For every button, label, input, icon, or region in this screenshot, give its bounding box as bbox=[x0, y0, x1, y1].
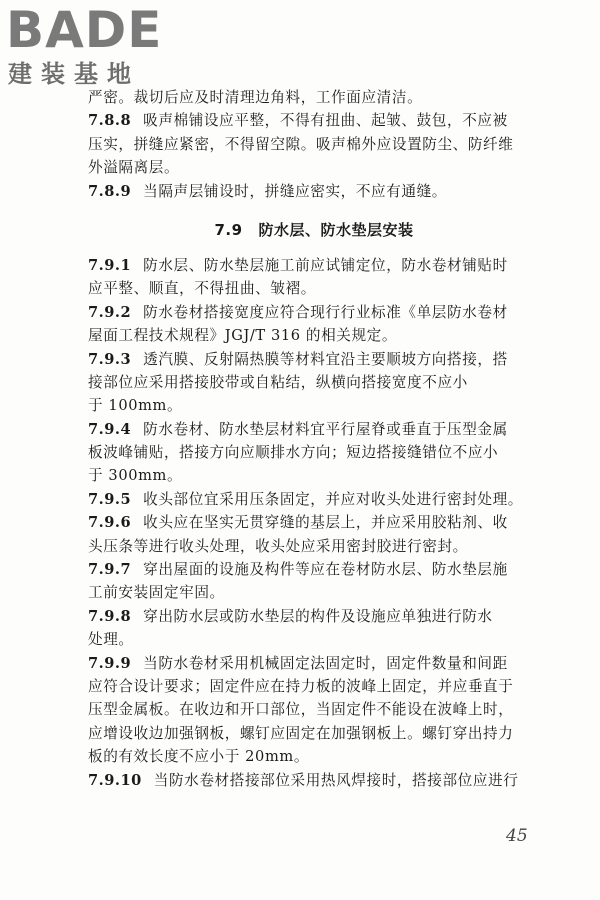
text-line bbox=[88, 133, 540, 156]
text-line bbox=[88, 441, 540, 464]
clause-line bbox=[88, 301, 540, 324]
text-line bbox=[88, 745, 540, 768]
clause-text: 应增设收边加强钢板，螺钉应固定在加强钢板上。螺钉穿出持力 bbox=[88, 724, 514, 742]
clause-text: 工前安装固定牢固。 bbox=[88, 584, 225, 602]
clause-text: 严密。裁切后应及时清理边角料，工作面应清洁。 bbox=[88, 89, 423, 106]
document-body bbox=[88, 86, 540, 792]
clause-line bbox=[88, 418, 540, 441]
clause-text: 外溢隔离层。 bbox=[88, 159, 180, 177]
clause-number: 7.9.6 bbox=[88, 514, 132, 532]
text-line bbox=[88, 722, 540, 745]
clause-number: 7.9.7 bbox=[88, 561, 132, 579]
clause-text: 于 100mm。 bbox=[88, 397, 183, 415]
clause-line bbox=[88, 488, 540, 511]
text-line bbox=[88, 394, 540, 417]
clause-text: 吸声棉铺设应平整，不得有扭曲、起皱、鼓包，不应被 bbox=[143, 112, 508, 130]
clause-number: 7.9.2 bbox=[88, 303, 132, 321]
text-line bbox=[88, 277, 540, 300]
section-title: 防水层、防水垫层安装 bbox=[258, 220, 414, 239]
clause-text: 当防水卷材采用机械固定法固定时，固定件数量和间距 bbox=[143, 654, 508, 672]
text-line bbox=[88, 324, 540, 347]
clause-text: 收头应在坚实无贯穿缝的基层上，并应采用胶粘剂、收 bbox=[143, 514, 508, 532]
clause-text: 应平整、顺直，不得扭曲、皱褶。 bbox=[88, 280, 316, 298]
clause-text: 应符合设计要求；固定件应在持力板的波峰上固定，并应垂直于 bbox=[88, 677, 514, 695]
clause-text: 于 300mm。 bbox=[88, 467, 183, 485]
section-7-9-clauses bbox=[88, 254, 540, 792]
clause-number: 7.9.8 bbox=[88, 607, 132, 625]
clause-text: 板的有效长度不应小于 20mm。 bbox=[88, 748, 310, 766]
clause-text: 收头部位宜采用压条固定，并应对收头处进行密封处理。 bbox=[143, 490, 523, 508]
clause-text: 屋面工程技术规程》JGJ/T 316 的相关规定。 bbox=[88, 327, 398, 345]
clause-text: 穿出防水层或防水垫层的构件及设施应单独进行防水 bbox=[143, 607, 493, 625]
clause-text: 防水层、防水垫层施工前应试铺定位，防水卷材铺贴时 bbox=[143, 256, 508, 274]
text-line bbox=[88, 86, 540, 109]
clause-text: 压型金属板。在收边和开口部位，当固定件不能设在波峰上时， bbox=[88, 701, 514, 719]
text-line bbox=[88, 581, 540, 604]
section-heading bbox=[88, 218, 540, 242]
clause-number: 7.9.3 bbox=[88, 350, 132, 368]
clause-text: 头压条等进行收头处理，收头处应采用密封胶进行密封。 bbox=[88, 537, 468, 555]
clause-line bbox=[88, 605, 540, 628]
clause-line bbox=[88, 180, 540, 203]
text-line bbox=[88, 464, 540, 487]
section-number: 7.9 bbox=[214, 220, 243, 239]
clause-line bbox=[88, 254, 540, 277]
logo-word: BADE bbox=[6, 1, 163, 59]
logo bbox=[6, 1, 176, 90]
clause-text: 防水卷材搭接宽度应符合现行行业标准《单层防水卷材 bbox=[143, 303, 508, 321]
clause-number: 7.9.10 bbox=[88, 771, 142, 789]
clause-text: 板波峰铺贴，搭接方向应顺排水方向；短边搭接缝错位不应小 bbox=[88, 444, 499, 462]
clause-number: 7.9.5 bbox=[88, 490, 132, 508]
clause-text: 当隔声层铺设时，拼缝应密实，不应有通缝。 bbox=[143, 182, 448, 200]
text-line bbox=[88, 698, 540, 721]
clause-text: 压实，拼缝应紧密，不得留空隙。吸声棉外应设置防尘、防纤维 bbox=[88, 135, 514, 153]
clause-line bbox=[88, 109, 540, 132]
section-7-8-tail bbox=[88, 86, 540, 203]
clause-line bbox=[88, 511, 540, 534]
text-line bbox=[88, 675, 540, 698]
clause-number: 7.9.4 bbox=[88, 420, 132, 438]
clause-text: 当防水卷材搭接部位采用热风焊接时，搭接部位应进行 bbox=[153, 771, 519, 789]
page-number: 45 bbox=[506, 826, 528, 846]
clause-number: 7.8.8 bbox=[88, 112, 132, 130]
clause-text: 处理。 bbox=[88, 631, 134, 649]
text-line bbox=[88, 371, 540, 394]
clause-text: 接部位应采用搭接胶带或自粘结，纵横向搭接宽度不应小 bbox=[88, 373, 468, 391]
text-line bbox=[88, 535, 540, 558]
clause-number: 7.9.1 bbox=[88, 256, 132, 274]
clause-line bbox=[88, 769, 540, 792]
text-line bbox=[88, 628, 540, 651]
text-line bbox=[88, 156, 540, 179]
clause-line bbox=[88, 652, 540, 675]
clause-text: 防水卷材、防水垫层材料宜平行屋脊或垂直于压型金属 bbox=[143, 420, 508, 438]
clause-text: 透汽膜、反射隔热膜等材料宜沿主要顺坡方向搭接，搭 bbox=[143, 350, 508, 368]
clause-text: 穿出屋面的设施及构件等应在卷材防水层、防水垫层施 bbox=[143, 561, 508, 579]
clause-line bbox=[88, 348, 540, 371]
logo-chinese-text: 建装基地 bbox=[8, 60, 140, 88]
clause-number: 7.9.9 bbox=[88, 654, 132, 672]
clause-number: 7.8.9 bbox=[88, 182, 132, 200]
clause-line bbox=[88, 558, 540, 581]
